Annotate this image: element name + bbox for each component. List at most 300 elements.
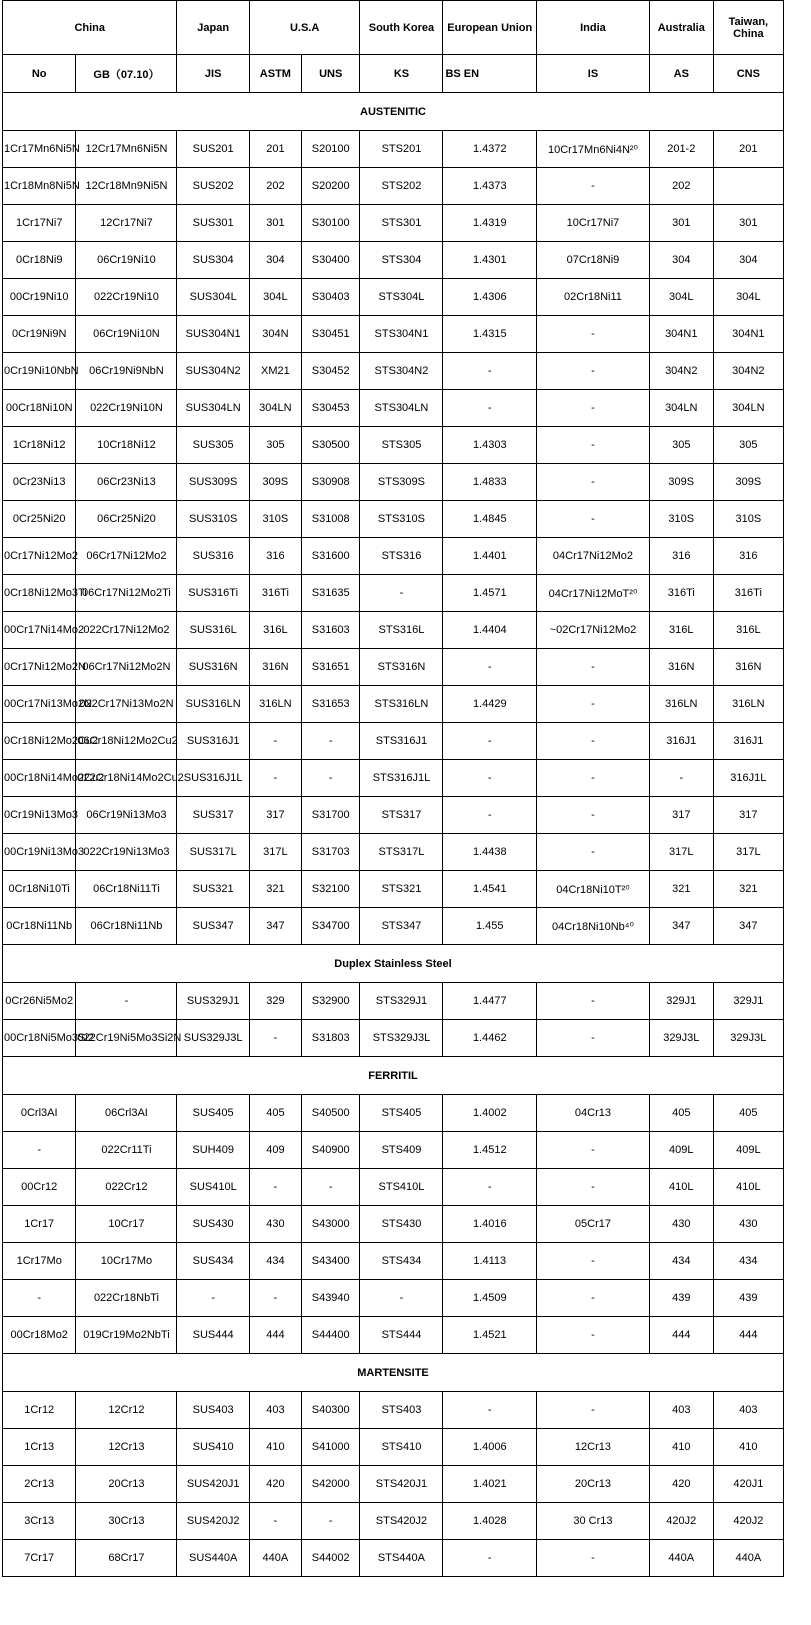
cell-china-gb: 06Cr19Ni13Mo3 — [76, 797, 177, 834]
cell-is: - — [537, 1020, 650, 1057]
table-row — [3, 390, 784, 427]
cell-uns: S31700 — [301, 797, 360, 834]
cell-is: - — [537, 501, 650, 538]
cell-bs-en: 1.4571 — [443, 575, 537, 612]
cell-china-no: 00Cr18Mo2 — [3, 1317, 76, 1354]
cell-is: - — [537, 1169, 650, 1206]
cell-cns: 410L — [713, 1169, 783, 1206]
table-row — [3, 1095, 784, 1132]
cell-bs-en: 1.4521 — [443, 1317, 537, 1354]
cell-astm: 316 — [249, 538, 301, 575]
cell-astm: - — [249, 723, 301, 760]
cell-as: 304L — [649, 279, 713, 316]
cell-bs-en: 1.4372 — [443, 131, 537, 168]
cell-ks: STS317 — [360, 797, 443, 834]
cell-as: 410 — [649, 1429, 713, 1466]
cell-china-no: 0Cr18Ni11Nb — [3, 908, 76, 945]
cell-uns: S34700 — [301, 908, 360, 945]
cell-china-gb: 12Cr13 — [76, 1429, 177, 1466]
cell-astm: - — [249, 1020, 301, 1057]
table-row — [3, 464, 784, 501]
cell-jis: SUS316N — [177, 649, 249, 686]
table-row — [3, 797, 784, 834]
cell-as: 316 — [649, 538, 713, 575]
section-header-row — [3, 945, 784, 983]
table-row — [3, 168, 784, 205]
cell-china-no: 00Cr17Ni14Mo2 — [3, 612, 76, 649]
header-taiwan-china: Taiwan, China — [713, 1, 783, 55]
cell-uns: S31703 — [301, 834, 360, 871]
cell-china-gb: 12Cr18Mn9Ni5N — [76, 168, 177, 205]
table-row — [3, 501, 784, 538]
cell-china-gb: 022Cr19Ni13Mo3 — [76, 834, 177, 871]
cell-china-no: 00Cr19Ni10 — [3, 279, 76, 316]
cell-bs-en: - — [443, 723, 537, 760]
cell-cns: 304LN — [713, 390, 783, 427]
cell-china-no: 0Cr19Ni10NbN — [3, 353, 76, 390]
cell-uns: S31635 — [301, 575, 360, 612]
cell-china-gb: 06Cr25Ni20 — [76, 501, 177, 538]
cell-ks: STS316J1 — [360, 723, 443, 760]
cell-china-gb: 12Cr17Ni7 — [76, 205, 177, 242]
cell-as: 420 — [649, 1466, 713, 1503]
cell-as: 304N1 — [649, 316, 713, 353]
cell-uns: S30100 — [301, 205, 360, 242]
cell-astm: - — [249, 1169, 301, 1206]
cell-as: 439 — [649, 1280, 713, 1317]
cell-cns: 434 — [713, 1243, 783, 1280]
cell-china-no: 3Cr13 — [3, 1503, 76, 1540]
cell-as: 347 — [649, 908, 713, 945]
cell-china-no: 0Cr19Ni9N — [3, 316, 76, 353]
cell-uns: S31603 — [301, 612, 360, 649]
cell-china-no: 1Cr17Ni7 — [3, 205, 76, 242]
cell-china-no: 0Cr23Ni13 — [3, 464, 76, 501]
cell-bs-en: - — [443, 390, 537, 427]
header-india: India — [537, 1, 650, 55]
cell-china-gb: 022Cr19Ni10N — [76, 390, 177, 427]
cell-uns: S31651 — [301, 649, 360, 686]
cell-ks: STS440A — [360, 1540, 443, 1577]
cell-china-no: 00Cr18Ni5Mo3Si2 — [3, 1020, 76, 1057]
cell-jis: SUS317L — [177, 834, 249, 871]
cell-cns: 317L — [713, 834, 783, 871]
cell-china-no: 0Cr25Ni20 — [3, 501, 76, 538]
cell-jis: SUS420J2 — [177, 1503, 249, 1540]
cell-bs-en: 1.4429 — [443, 686, 537, 723]
cell-china-gb: 10Cr17 — [76, 1206, 177, 1243]
table-row — [3, 131, 784, 168]
cell-is: 04Cr17Ni12MoT²⁰ — [537, 575, 650, 612]
cell-is: - — [537, 1243, 650, 1280]
cell-bs-en: 1.4002 — [443, 1095, 537, 1132]
section-title: FERRITIL — [3, 1057, 784, 1095]
cell-as: 410L — [649, 1169, 713, 1206]
cell-jis: SUS316L — [177, 612, 249, 649]
cell-cns: 317 — [713, 797, 783, 834]
cell-bs-en: 1.4319 — [443, 205, 537, 242]
cell-jis: SUS304N2 — [177, 353, 249, 390]
cell-is: 04Cr18Ni10Nb⁴⁰ — [537, 908, 650, 945]
cell-as: 310S — [649, 501, 713, 538]
cell-is: 02Cr18Ni11 — [537, 279, 650, 316]
cell-jis: SUS329J1 — [177, 983, 249, 1020]
cell-jis: SUS405 — [177, 1095, 249, 1132]
cell-china-gb: 06Cr18Ni12Mo2Cu2 — [76, 723, 177, 760]
subheader-ks: KS — [360, 55, 443, 93]
cell-cns: 329J1 — [713, 983, 783, 1020]
cell-is: 07Cr18Ni9 — [537, 242, 650, 279]
cell-is: 10Cr17Ni7 — [537, 205, 650, 242]
cell-china-gb: 20Cr13 — [76, 1466, 177, 1503]
cell-bs-en: 1.4315 — [443, 316, 537, 353]
header-usa: U.S.A — [249, 1, 360, 55]
cell-china-gb: 10Cr17Mo — [76, 1243, 177, 1280]
cell-is: - — [537, 427, 650, 464]
table-row — [3, 1429, 784, 1466]
subheader-uns: UNS — [301, 55, 360, 93]
cell-uns: - — [301, 760, 360, 797]
cell-astm: 405 — [249, 1095, 301, 1132]
standard-header-row — [3, 55, 784, 93]
table-row — [3, 760, 784, 797]
cell-ks: - — [360, 575, 443, 612]
cell-uns: S40300 — [301, 1392, 360, 1429]
cell-is: 30 Cr13 — [537, 1503, 650, 1540]
table-row — [3, 316, 784, 353]
cell-uns: S31803 — [301, 1020, 360, 1057]
cell-uns: S30400 — [301, 242, 360, 279]
cell-ks: STS317L — [360, 834, 443, 871]
cell-as: 440A — [649, 1540, 713, 1577]
cell-china-gb: 022Cr18Ni14Mo2Cu2 — [76, 760, 177, 797]
cell-cns: 316 — [713, 538, 783, 575]
header-japan: Japan — [177, 1, 249, 55]
cell-uns: S30451 — [301, 316, 360, 353]
cell-cns: 304N2 — [713, 353, 783, 390]
cell-uns: S43940 — [301, 1280, 360, 1317]
cell-ks: STS430 — [360, 1206, 443, 1243]
cell-uns: S40500 — [301, 1095, 360, 1132]
cell-jis: SUS310S — [177, 501, 249, 538]
cell-cns: 316J1 — [713, 723, 783, 760]
cell-as: - — [649, 760, 713, 797]
cell-cns: 444 — [713, 1317, 783, 1354]
cell-astm: 304L — [249, 279, 301, 316]
cell-is: - — [537, 353, 650, 390]
cell-bs-en: 1.4845 — [443, 501, 537, 538]
cell-astm: - — [249, 1503, 301, 1540]
cell-ks: STS202 — [360, 168, 443, 205]
cell-as: 420J2 — [649, 1503, 713, 1540]
cell-china-gb: 06Cr17Ni12Mo2 — [76, 538, 177, 575]
cell-bs-en: 1.4016 — [443, 1206, 537, 1243]
cell-bs-en: 1.4306 — [443, 279, 537, 316]
cell-uns: S41000 — [301, 1429, 360, 1466]
cell-ks: - — [360, 1280, 443, 1317]
table-row — [3, 834, 784, 871]
cell-is: - — [537, 390, 650, 427]
cell-as: 444 — [649, 1317, 713, 1354]
cell-ks: STS347 — [360, 908, 443, 945]
cell-ks: STS434 — [360, 1243, 443, 1280]
cell-as: 316J1 — [649, 723, 713, 760]
cell-uns: S31600 — [301, 538, 360, 575]
cell-astm: - — [249, 1280, 301, 1317]
cell-astm: 201 — [249, 131, 301, 168]
cell-china-gb: 06Cr23Ni13 — [76, 464, 177, 501]
cell-astm: 305 — [249, 427, 301, 464]
cell-china-no: 00Cr18Ni10N — [3, 390, 76, 427]
cell-china-no: 0Cr17Ni12Mo2 — [3, 538, 76, 575]
cell-astm: 317 — [249, 797, 301, 834]
cell-china-gb: 06Cr18Ni11Ti — [76, 871, 177, 908]
cell-as: 317 — [649, 797, 713, 834]
cell-bs-en: - — [443, 760, 537, 797]
cell-cns: 301 — [713, 205, 783, 242]
cell-astm: 310S — [249, 501, 301, 538]
subheader-cns: CNS — [713, 55, 783, 93]
cell-china-gb: 06Cr19Ni10 — [76, 242, 177, 279]
cell-ks: STS410L — [360, 1169, 443, 1206]
country-header-row — [3, 1, 784, 55]
cell-ks: STS304LN — [360, 390, 443, 427]
cell-ks: STS316J1L — [360, 760, 443, 797]
cell-ks: STS316LN — [360, 686, 443, 723]
cell-ks: STS316N — [360, 649, 443, 686]
subheader-no: No — [3, 55, 76, 93]
cell-as: 316N — [649, 649, 713, 686]
cell-astm: 444 — [249, 1317, 301, 1354]
cell-ks: STS409 — [360, 1132, 443, 1169]
cell-china-no: 2Cr13 — [3, 1466, 76, 1503]
steel-grade-table — [2, 0, 784, 1577]
cell-jis: SUS316J1L — [177, 760, 249, 797]
cell-cns: 201 — [713, 131, 783, 168]
cell-as: 329J1 — [649, 983, 713, 1020]
cell-china-gb: 022Cr19Ni5Mo3Si2N — [76, 1020, 177, 1057]
cell-jis: SUS410 — [177, 1429, 249, 1466]
cell-is: - — [537, 1392, 650, 1429]
cell-jis: SUS316LN — [177, 686, 249, 723]
cell-ks: STS201 — [360, 131, 443, 168]
cell-uns: S44400 — [301, 1317, 360, 1354]
cell-china-no: 0Cr26Ni5Mo2 — [3, 983, 76, 1020]
cell-cns: 304N1 — [713, 316, 783, 353]
cell-as: 430 — [649, 1206, 713, 1243]
cell-as: 309S — [649, 464, 713, 501]
cell-cns: 304L — [713, 279, 783, 316]
cell-china-gb: 30Cr13 — [76, 1503, 177, 1540]
cell-astm: 304N — [249, 316, 301, 353]
cell-as: 301 — [649, 205, 713, 242]
cell-uns: S30452 — [301, 353, 360, 390]
cell-astm: 317L — [249, 834, 301, 871]
cell-cns: 420J2 — [713, 1503, 783, 1540]
cell-astm: 440A — [249, 1540, 301, 1577]
cell-is: - — [537, 834, 650, 871]
cell-cns: 316Ti — [713, 575, 783, 612]
cell-jis: SUS316J1 — [177, 723, 249, 760]
cell-bs-en: 1.4541 — [443, 871, 537, 908]
cell-jis: SUS304 — [177, 242, 249, 279]
cell-cns: 410 — [713, 1429, 783, 1466]
table-row — [3, 427, 784, 464]
cell-is: - — [537, 797, 650, 834]
cell-ks: STS304L — [360, 279, 443, 316]
section-header-row — [3, 93, 784, 131]
cell-is: - — [537, 686, 650, 723]
cell-jis: SUS329J3L — [177, 1020, 249, 1057]
subheader-jis: JIS — [177, 55, 249, 93]
cell-is: - — [537, 464, 650, 501]
cell-cns: 439 — [713, 1280, 783, 1317]
cell-ks: STS405 — [360, 1095, 443, 1132]
cell-bs-en: 1.4512 — [443, 1132, 537, 1169]
cell-bs-en: 1.4462 — [443, 1020, 537, 1057]
cell-as: 304 — [649, 242, 713, 279]
cell-is: ~02Cr17Ni12Mo2 — [537, 612, 650, 649]
cell-is: 04Cr18Ni10T²⁰ — [537, 871, 650, 908]
table-row — [3, 1132, 784, 1169]
cell-china-no: 1Cr18Ni12 — [3, 427, 76, 464]
cell-astm: - — [249, 760, 301, 797]
table-row — [3, 723, 784, 760]
cell-astm: 321 — [249, 871, 301, 908]
cell-astm: 403 — [249, 1392, 301, 1429]
table-row — [3, 649, 784, 686]
cell-china-gb: 022Cr11Ti — [76, 1132, 177, 1169]
cell-jis: SUS309S — [177, 464, 249, 501]
cell-astm: 304LN — [249, 390, 301, 427]
table-row — [3, 1280, 784, 1317]
cell-as: 304LN — [649, 390, 713, 427]
cell-as: 316Ti — [649, 575, 713, 612]
cell-ks: STS329J3L — [360, 1020, 443, 1057]
cell-bs-en: 1.4021 — [443, 1466, 537, 1503]
cell-jis: SUS304N1 — [177, 316, 249, 353]
cell-china-no: 00Cr12 — [3, 1169, 76, 1206]
cell-china-gb: 022Cr17Ni13Mo2N — [76, 686, 177, 723]
cell-as: 329J3L — [649, 1020, 713, 1057]
cell-is: - — [537, 168, 650, 205]
table-row — [3, 686, 784, 723]
table-row — [3, 1020, 784, 1057]
cell-cns: 347 — [713, 908, 783, 945]
cell-china-no: 1Cr17Mn6Ni5N — [3, 131, 76, 168]
cell-is: - — [537, 649, 650, 686]
cell-as: 201-2 — [649, 131, 713, 168]
cell-jis: SUS420J1 — [177, 1466, 249, 1503]
cell-astm: 434 — [249, 1243, 301, 1280]
cell-cns: 316LN — [713, 686, 783, 723]
cell-china-gb: 06Cr17Ni12Mo2Ti — [76, 575, 177, 612]
cell-cns: 316N — [713, 649, 783, 686]
cell-uns: S31653 — [301, 686, 360, 723]
cell-astm: 347 — [249, 908, 301, 945]
cell-is: 12Cr13 — [537, 1429, 650, 1466]
cell-china-gb: 022Cr19Ni10 — [76, 279, 177, 316]
cell-china-gb: 022Cr12 — [76, 1169, 177, 1206]
cell-jis: SUS410L — [177, 1169, 249, 1206]
cell-astm: 409 — [249, 1132, 301, 1169]
cell-china-no: 0Crl3AI — [3, 1095, 76, 1132]
cell-china-gb: 06Crl3AI — [76, 1095, 177, 1132]
cell-china-gb: 68Cr17 — [76, 1540, 177, 1577]
cell-as: 403 — [649, 1392, 713, 1429]
table-row — [3, 242, 784, 279]
cell-jis: SUS305 — [177, 427, 249, 464]
cell-is: - — [537, 723, 650, 760]
cell-cns: 309S — [713, 464, 783, 501]
cell-uns: S31008 — [301, 501, 360, 538]
section-title: MARTENSITE — [3, 1354, 784, 1392]
cell-china-gb: 06Cr19Ni10N — [76, 316, 177, 353]
section-header-row — [3, 1354, 784, 1392]
cell-as: 316LN — [649, 686, 713, 723]
cell-bs-en: - — [443, 1169, 537, 1206]
table-row — [3, 1243, 784, 1280]
table-row — [3, 1503, 784, 1540]
cell-is: - — [537, 1317, 650, 1354]
cell-uns: S30403 — [301, 279, 360, 316]
cell-bs-en: - — [443, 1392, 537, 1429]
cell-uns: S20100 — [301, 131, 360, 168]
cell-uns: S32100 — [301, 871, 360, 908]
table-row — [3, 983, 784, 1020]
cell-ks: STS444 — [360, 1317, 443, 1354]
table-row — [3, 538, 784, 575]
cell-china-no: 0Cr18Ni10Ti — [3, 871, 76, 908]
cell-china-no: 0Cr18Ni9 — [3, 242, 76, 279]
cell-china-no: 7Cr17 — [3, 1540, 76, 1577]
cell-bs-en: 1.4028 — [443, 1503, 537, 1540]
cell-bs-en: - — [443, 353, 537, 390]
cell-china-gb: 10Cr18Ni12 — [76, 427, 177, 464]
cell-uns: S30500 — [301, 427, 360, 464]
cell-china-no: 1Cr17Mo — [3, 1243, 76, 1280]
table-row — [3, 575, 784, 612]
table-row — [3, 1540, 784, 1577]
cell-as: 405 — [649, 1095, 713, 1132]
subheader-astm: ASTM — [249, 55, 301, 93]
cell-cns: 316J1L — [713, 760, 783, 797]
cell-cns: 310S — [713, 501, 783, 538]
cell-jis: SUS321 — [177, 871, 249, 908]
cell-uns: S43400 — [301, 1243, 360, 1280]
cell-astm: 304 — [249, 242, 301, 279]
table-row — [3, 205, 784, 242]
table-row — [3, 908, 784, 945]
cell-china-no: 0Cr18Ni12Mo3Ti — [3, 575, 76, 612]
cell-cns: 304 — [713, 242, 783, 279]
cell-jis: SUS440A — [177, 1540, 249, 1577]
cell-is: 20Cr13 — [537, 1466, 650, 1503]
cell-cns: 430 — [713, 1206, 783, 1243]
cell-uns: - — [301, 1169, 360, 1206]
cell-is: 04Cr13 — [537, 1095, 650, 1132]
cell-jis: SUS347 — [177, 908, 249, 945]
cell-astm: 316N — [249, 649, 301, 686]
subheader-is: IS — [537, 55, 650, 93]
cell-is: - — [537, 760, 650, 797]
cell-ks: STS410 — [360, 1429, 443, 1466]
cell-china-no: 1Cr12 — [3, 1392, 76, 1429]
cell-ks: STS420J1 — [360, 1466, 443, 1503]
cell-bs-en: 1.455 — [443, 908, 537, 945]
cell-china-gb: 022Cr18NbTi — [76, 1280, 177, 1317]
cell-china-gb: - — [76, 983, 177, 1020]
